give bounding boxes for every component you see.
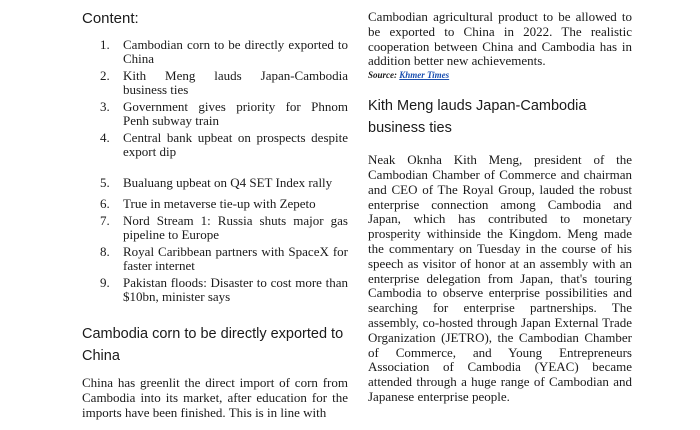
left-column [82, 10, 348, 420]
toc-item[interactable] [82, 131, 348, 159]
toc-item-number: 5. [100, 175, 110, 190]
toc-item[interactable] [82, 197, 348, 211]
toc-item-number: 8. [100, 244, 110, 259]
toc-item[interactable] [82, 176, 348, 190]
source-label: Source: [368, 70, 397, 81]
toc-item-text: Pakistan floods: Disaster to cost more than $10bn, minister says [123, 275, 348, 304]
toc-item-text: Government gives priority for Phnom Penh subway train [123, 99, 348, 128]
toc-item-number: 4. [100, 130, 110, 145]
toc-item[interactable] [82, 276, 348, 304]
article-title-kith-meng: Kith Meng lauds Japan-Cambodia business ties [368, 98, 587, 137]
toc-item-number: 1. [100, 37, 110, 52]
toc-item[interactable] [82, 214, 348, 242]
toc-item[interactable] [82, 100, 348, 128]
contents-heading: Content: [82, 10, 139, 27]
table-of-contents [82, 38, 348, 304]
source-link[interactable]: Khmer Times [399, 70, 450, 81]
article-title-corn: Cambodia corn to be directly exported to China [82, 326, 344, 364]
right-column [368, 10, 632, 405]
toc-item-number: 7. [100, 213, 110, 228]
toc-item-text: Kith Meng lauds Japan-Cambodia business ties [123, 68, 348, 97]
article-body-kith-meng: Neak Oknha Kith Meng, president of the Cambodian Chamber of Commerce and chairman and CEO of The Royal Group, lauded the robust enterprise connection among Cambodia and Japan, which has contributed to monetary prosperity withinside the Kingdom. Meng made the commentary on Tuesday in the course of his speech as visitor of honor at an assembly with an enterprise delegation from Japan, that's touring Cambodia to observe enterprise possibilities and searching for enterprise partnerships. The assembly, co-hosted through Japan External Trade Organization (JETRO), the Cambodian Chamber of Commerce, and Young Entrepreneurs Association of Cambodia (YEAC) became attended through a huge range of Cambodian and Japanese enterprise people. [368, 152, 632, 404]
toc-item-text: Nord Stream 1: Russia shuts major gas pipeline to Europe [123, 213, 348, 242]
toc-item-number: 9. [100, 275, 110, 290]
toc-item[interactable] [82, 38, 348, 66]
article-body-corn-continued: Cambodian agricultural product to be allowed to be exported to China in 2022. The realistic cooperation between China and Cambodia has in addition better new achievements. [368, 9, 632, 69]
toc-item[interactable] [82, 245, 348, 273]
toc-item-number: 2. [100, 68, 110, 83]
toc-item-text: True in metaverse tie-up with Zepeto [123, 196, 316, 211]
toc-item-text: Cambodian corn to be directly exported to China [123, 37, 348, 66]
toc-item-text: Central bank upbeat on prospects despite export dip [123, 130, 348, 159]
toc-item-text: Royal Caribbean partners with SpaceX for faster internet [123, 244, 348, 273]
toc-item-number: 6. [100, 196, 110, 211]
toc-item-number: 3. [100, 99, 110, 114]
source-line [368, 70, 632, 81]
article-body-corn: China has greenlit the direct import of corn from Cambodia into its market, after education for the imports have been finished. This is in line with [82, 375, 348, 420]
toc-item-text: Bualuang upbeat on Q4 SET Index rally [123, 175, 333, 190]
toc-item[interactable] [82, 69, 348, 97]
